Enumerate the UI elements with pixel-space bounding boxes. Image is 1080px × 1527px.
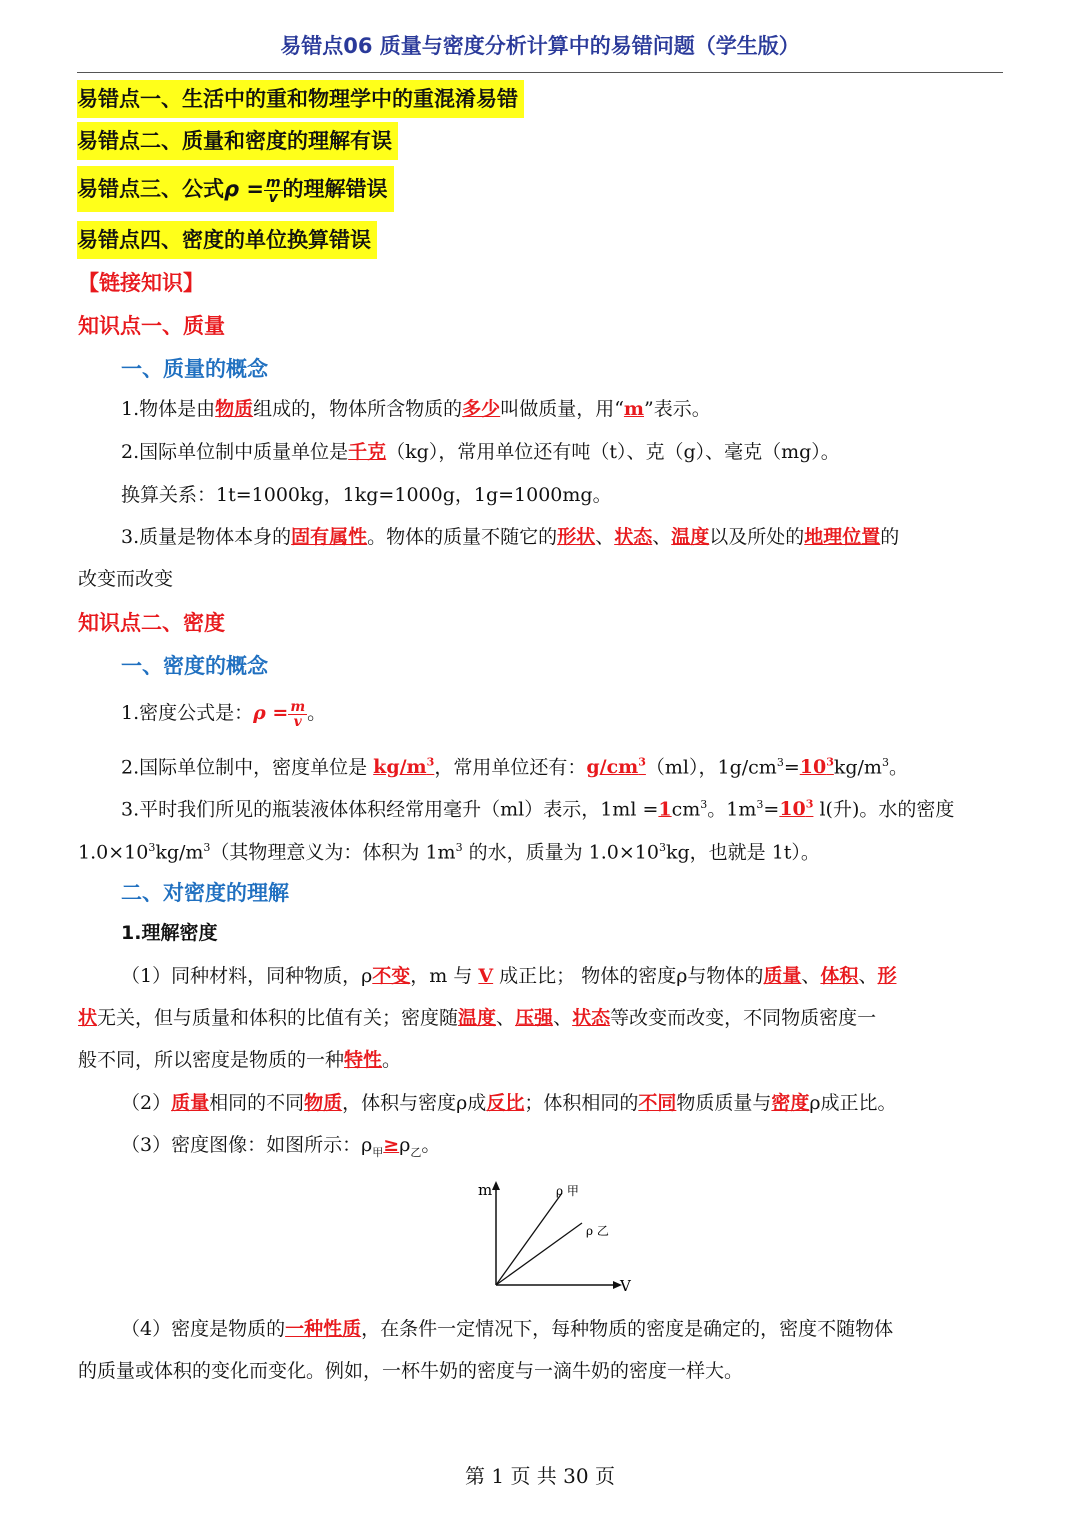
line-jia <box>496 1193 562 1285</box>
k2-title: 知识点二、密度 <box>78 611 225 635</box>
header-rule <box>77 72 1003 73</box>
k2-sub1: 一、密度的概念 <box>121 654 268 678</box>
k1-line5: 改变而改变 <box>78 568 174 590</box>
error-point-1: 易错点一、生活中的重和物理学中的重混淆易错 <box>77 80 524 118</box>
y-axis-arrow <box>492 1181 500 1190</box>
page-footer: 第 1 页 共 30 页 <box>465 1464 615 1488</box>
label-rho-yi: ρ 乙 <box>586 1224 609 1238</box>
para1-line1: （1）同种材料，同种物质，ρ不变，m 与 V 成正比； 物体的密度ρ与物体的质量、体积、形 <box>121 965 897 987</box>
para4-line1: （4）密度是物质的一种性质，在条件一定情况下，每种物质的密度是确定的，密度不随物体 <box>121 1318 894 1340</box>
error-point-4: 易错点四、密度的单位换算错误 <box>77 221 377 259</box>
k1-line3: 换算关系：1t=1000kg，1kg=1000g，1g=1000mg。 <box>121 484 612 506</box>
x-axis-label: V <box>620 1277 631 1295</box>
density-graph <box>470 1175 640 1295</box>
error-point-3: 易错点三、公式ρ = $\frac{m}{v}$ 的理解错误 <box>77 166 394 212</box>
para1-line2: 状无关，但与质量和体积的比值有关；密度随温度、压强、状态等改变而改变，不同物质密度一 <box>78 1007 877 1029</box>
k1-line2: 2.国际单位制中质量单位是千克（kg），常用单位还有吨（t）、克（g）、毫克（mg）。 <box>121 441 840 463</box>
para4-line2: 的质量或体积的变化而变化。例如，一杯牛奶的密度与一滴牛奶的密度一样大。 <box>78 1360 744 1382</box>
k1-line1: 1.物体是由物质组成的，物体所含物质的多少叫做质量，用“m”表示。 <box>121 398 711 420</box>
para2: （2）质量相同的不同物质，体积与密度ρ成反比；体积相同的不同物质质量与密度ρ成正比。 <box>121 1092 897 1114</box>
k2-line2: 2.国际单位制中，密度单位是 $kg/m^3$，常用单位还有：$g/cm^3(ml)$，$1g/cm^3=10^3kg/m^3$。 <box>121 756 908 779</box>
k2-line4: $1.0\times 10^3kg/m^3$（其物理意义为：体积为 $1m^3$ 的水，质量为 $1.0\times 10^3kg$，也就是 1t）。 <box>78 841 820 864</box>
para1-line3: 般不同，所以密度是物质的一种特性。 <box>78 1049 402 1071</box>
k2-sub2: 二、对密度的理解 <box>121 881 289 905</box>
y-axis-label: m <box>478 1181 493 1199</box>
k1-line4: 3.质量是物体本身的固有属性。物体的质量不随它的形状、状态、温度以及所处的地理位置的 <box>121 526 900 548</box>
understand-density-title: 1.理解密度 <box>121 922 218 944</box>
label-rho-jia: ρ 甲 <box>556 1184 579 1198</box>
line-yi <box>496 1223 582 1285</box>
k2-line3: 3.平时我们所见的瓶装液体体积经常用毫升（ml）表示，$1ml =1cm^3$。$1m^3=10^3$ l(升)。水的密度 <box>121 798 955 821</box>
link-knowledge-title: 【链接知识】 <box>78 271 204 295</box>
rho-formula: ρ = <box>224 177 264 201</box>
k2-density-formula: 1.密度公式是：ρ = $\frac{m}{v}$ 。 <box>121 698 327 730</box>
k1-title: 知识点一、质量 <box>78 314 225 338</box>
k1-sub: 一、质量的概念 <box>121 357 268 381</box>
para3: （3）密度图像：如图所示：$\rho_甲\ge\rho_乙$。 <box>121 1134 441 1159</box>
page-header: 易错点06 质量与密度分析计算中的易错问题（学生版） <box>280 34 800 58</box>
error-point-2: 易错点二、质量和密度的理解有误 <box>77 122 398 160</box>
